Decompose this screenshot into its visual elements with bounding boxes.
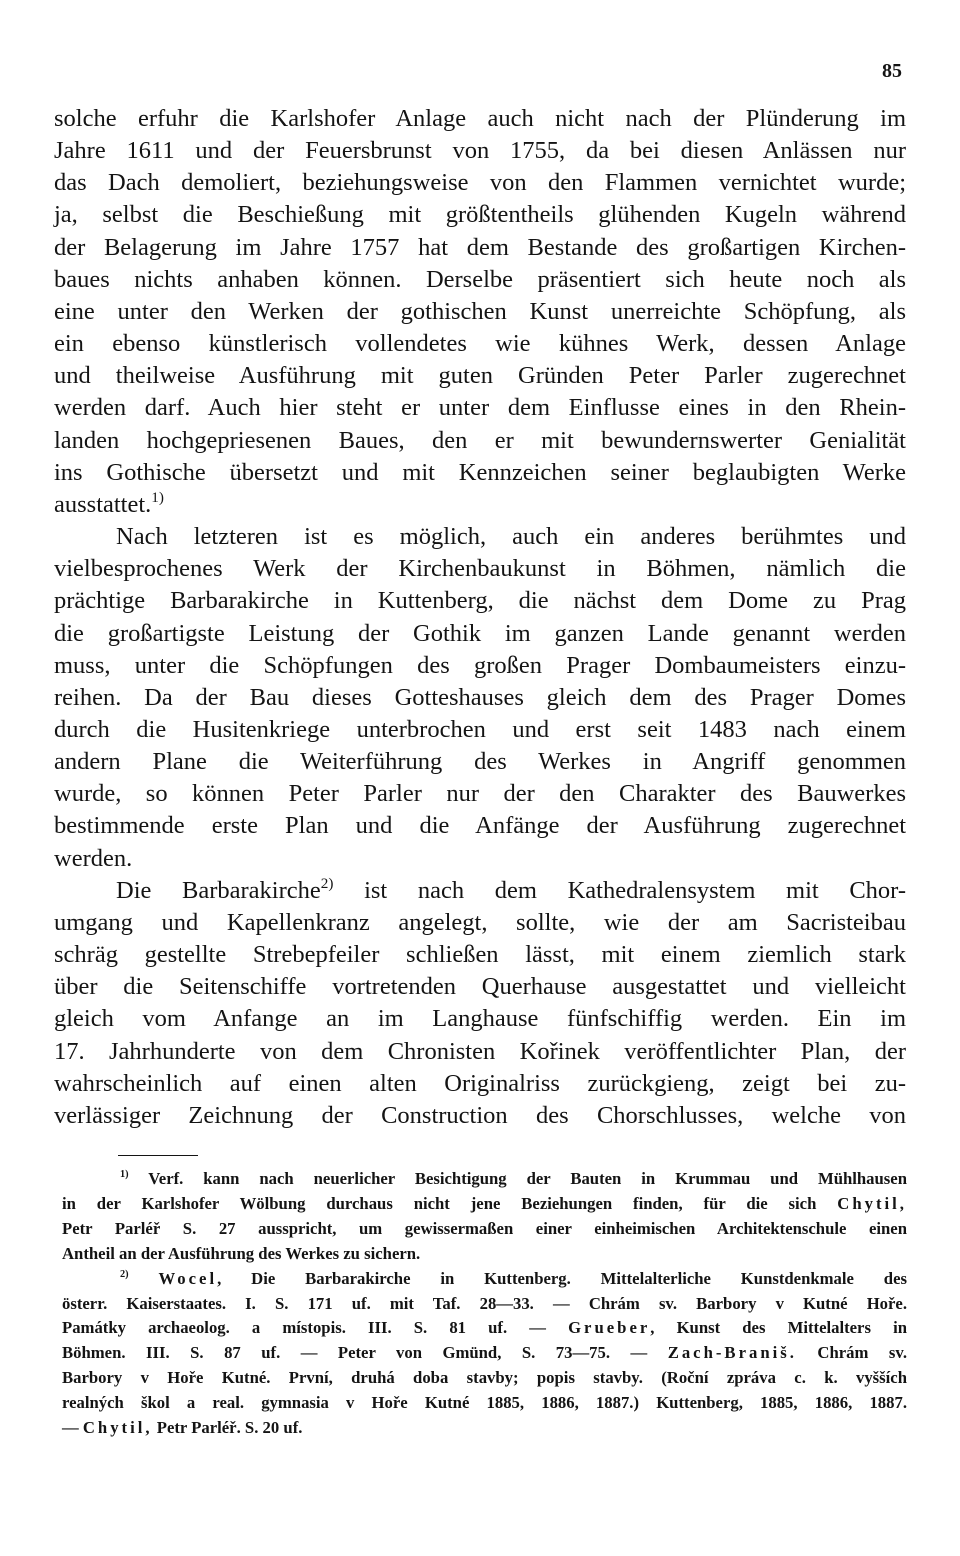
- footnote-1-line: Petr Parléř S. 27 ausspricht, um gewissermaßen einer einheimischen Architektenschule einen: [62, 1218, 907, 1238]
- footnote-1-line: Antheil an der Ausführung des Werkes zu sichern.: [62, 1243, 421, 1263]
- text-fragment: , Die Barbarakirche in Kuttenberg. Mittelalterliche Kunstdenkmale des: [217, 1268, 907, 1288]
- text-fragment: —: [62, 1418, 83, 1438]
- text-line: prächtige Barbarakirche in Kuttenberg, die nächst dem Dome zu Prag: [54, 587, 906, 615]
- text-line: ins Gothische übersetzt und mit Kennzeichen seiner beglaubigten Werke: [54, 458, 906, 486]
- text-line: ja, selbst die Beschießung mit größtentheils glühenden Kugeln während: [54, 201, 906, 229]
- author-name: Chytil,: [837, 1193, 907, 1213]
- footnote-1-line: [62, 1192, 907, 1217]
- text-fragment: Památky archaeolog. a místopis. III. S. 81 uf. —: [62, 1318, 569, 1338]
- footnote-2-line: [62, 1341, 907, 1366]
- text-line: das Dach demoliert, beziehungsweise von den Flammen vernichtet wurde;: [54, 169, 906, 197]
- text-line: Jahre 1611 und der Feuersbrunst von 1755, da bei diesen Anlässen nur: [54, 137, 906, 165]
- text-line: verlässiger Zeichnung der Construction des Chorschlusses, welche von: [54, 1101, 906, 1129]
- footnote-2-line: Barbory v Hoře Kutné. První, druhá doba stavby; popis stavby. (Roční zpráva c. k. vyšších: [62, 1368, 907, 1388]
- text-line: umgang und Kapellenkranz angelegt, sollte, wie der am Sacristeibau: [54, 908, 906, 936]
- text-line: gleich vom Anfange an im Langhause fünfschiffig werden. Ein im: [54, 1005, 906, 1033]
- footnote-separator: [118, 1155, 198, 1156]
- text-fragment: Chrám sv.: [796, 1343, 907, 1363]
- text-line: [54, 489, 906, 521]
- text-line: werden darf. Auch hier steht er unter dem Einflusse eines in den Rhein-: [54, 394, 906, 422]
- footnote-2-line: österr. Kaiserstaates. I. S. 171 uf. mit Taf. 28—33. — Chrám sv. Barbory v Kutné Hoře.: [62, 1293, 907, 1313]
- text-line: und theilweise Ausführung mit guten Gründen Peter Parler zugerechnet: [54, 362, 906, 390]
- text-line: schräg gestellte Strebepfeiler schließen lässt, mit einem ziemlich stark: [54, 941, 906, 969]
- footnote-2-line: [62, 1267, 907, 1292]
- text-line: wahrscheinlich auf einen alten Originalriss zurückgieng, zeigt bei zu-: [54, 1069, 906, 1097]
- text-fragment: Böhmen. III. S. 87 uf. — Peter von Gmünd, S. 73—75. —: [62, 1343, 668, 1363]
- footnote-2-marker: 2): [120, 1268, 129, 1280]
- page-number: 85: [882, 60, 902, 82]
- author-name: Grueber: [568, 1318, 651, 1338]
- text-line: wurde, so können Peter Parler nur der den Charakter des Bauwerkes: [54, 780, 906, 808]
- text-fragment: ausstattet.: [54, 490, 152, 518]
- text-line: vielbesprochenes Werk der Kirchenbaukunst in Böhmen, nämlich die: [54, 555, 906, 583]
- text-line: solche erfuhr die Karlshofer Anlage auch nicht nach der Plünderung im: [54, 105, 906, 132]
- text-line: baues nichts anhaben können. Derselbe präsentiert sich heute noch als: [54, 265, 906, 293]
- footnotes: [62, 1167, 907, 1441]
- text-line: muss, unter die Schöpfungen des großen Prager Dombaumeisters einzu-: [54, 651, 906, 679]
- text-line: Nach letzteren ist es möglich, auch ein anderes berühmtes und: [116, 523, 906, 551]
- text-fragment: Die Barbarakirche: [116, 876, 321, 904]
- text-fragment: in der Karlshofer Wölbung durchaus nicht jene Beziehungen finden, für die sich: [62, 1193, 838, 1213]
- footnote-1-line: [62, 1167, 907, 1192]
- footnote-2-line: [62, 1316, 907, 1341]
- author-name: Zach-Braniš.: [667, 1343, 797, 1363]
- text-line: reihen. Da der Bau dieses Gotteshauses gleich dem des Prager Domes: [54, 683, 906, 711]
- footnote-2-line: realných škol a real. gymnasia v Hoře Kutné 1885, 1886, 1887.) Kuttenberg, 1885, 1886, 1887.: [62, 1393, 907, 1413]
- text-line: werden.: [54, 844, 133, 872]
- author-name: Wocel: [158, 1268, 218, 1288]
- footnote-reference-2[interactable]: 2): [320, 874, 334, 892]
- footnote-reference-1[interactable]: 1): [151, 488, 164, 506]
- text-line: über die Seitenschiffe vortretenden Querhause ausgestattet und vielleicht: [54, 973, 906, 1001]
- text-line: die großartigste Leistung der Gothik im ganzen Lande genannt werden: [54, 619, 906, 647]
- main-text: [54, 103, 906, 1132]
- text-line: 17. Jahrhunderte von dem Chronisten Kořinek veröffentlichter Plan, der: [54, 1037, 906, 1065]
- text-line: [54, 875, 906, 907]
- text-line: bestimmende erste Plan und die Anfänge der Ausführung zugerechnet: [54, 812, 906, 840]
- text-fragment: Verf. kann nach neuerlicher Besichtigung der Bauten in Krummau und Mühlhausen: [128, 1169, 907, 1188]
- text-line: landen hochgepriesenen Baues, den er mit bewundernswerter Genialität: [54, 426, 906, 454]
- footnote-1-marker: 1): [120, 1168, 129, 1180]
- footnote-2-line: [62, 1416, 907, 1441]
- text-fragment: ist nach dem Kathedralensystem mit Chor-: [333, 876, 907, 904]
- text-line: der Belagerung im Jahre 1757 hat dem Bestande des großartigen Kirchen-: [54, 233, 906, 261]
- text-line: eine unter den Werken der gothischen Kunst unerreichte Schöpfung, als: [54, 297, 906, 325]
- text-line: durch die Husitenkriege unterbrochen und erst seit 1483 nach einem: [54, 715, 906, 743]
- text-fragment: , Kunst des Mittelalters in: [650, 1318, 907, 1338]
- text-line: ein ebenso künstlerisch vollendetes wie kühnes Werk, dessen Anlage: [54, 330, 906, 358]
- author-name: Chytil,: [82, 1418, 153, 1438]
- text-fragment: Petr Parléř. S. 20 uf.: [152, 1418, 303, 1438]
- text-line: andern Plane die Weiterführung des Werkes in Angriff genommen: [54, 748, 906, 776]
